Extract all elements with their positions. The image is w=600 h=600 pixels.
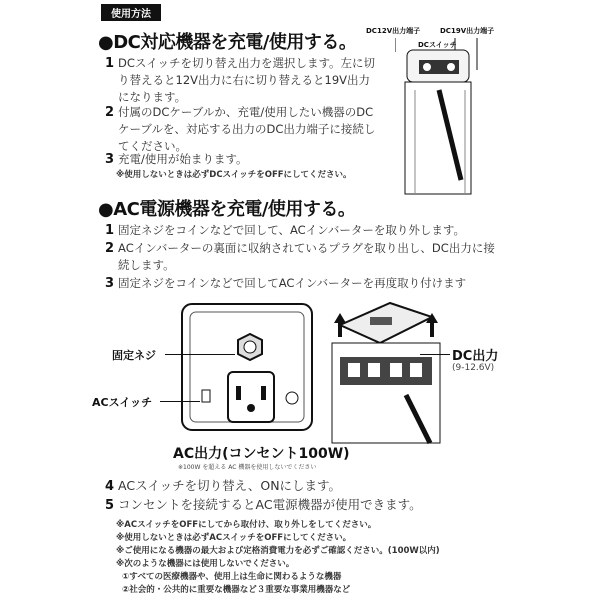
inverter-illustration: [178, 300, 318, 435]
ac-step-4: 4 ACスイッチを切り替え、ONにします。: [105, 478, 342, 494]
ac-output-note: ※100W を超える AC 機器を使用しないでください: [178, 464, 317, 471]
dc12-label: DC12V出力端子: [366, 27, 421, 35]
ac-note-3: ※ご使用になる機器の最大および定格消費電力を必ずご確認ください。(100W以内): [116, 546, 440, 556]
dc-step-2: 2 付属のDCケーブルか、充電/使用したい機器のDC ケーブルを、対応する出力のDC出力端子に接続し てください。: [105, 105, 376, 153]
ac-step-3: 3 固定ネジをコインなどで回してACインバーターを再度取り付けます: [105, 276, 467, 291]
dc-output-label: DC出力: [452, 349, 499, 364]
dc-step-1: 1 DCスイッチを切り替え出力を選択します。左に切 り替えると12V出力に右に切り替えると19V出力 になります。: [105, 56, 376, 104]
ac-switch-label: ACスイッチ: [92, 396, 153, 409]
dc19-label: DC19V出力端子: [440, 27, 495, 35]
ac-note-6: ②社会的・公共的に重要な機器など３重要な事業用機器など: [122, 585, 351, 595]
ac-note-4: ※次のような機器には使用しないでください。: [116, 559, 295, 569]
ac-device-illustration: [320, 295, 450, 450]
dc-device-illustration: [395, 30, 485, 195]
ac-note-1: ※ACスイッチをOFFにしてから取付け、取り外しをしてください。: [116, 520, 377, 530]
screw-label: 固定ネジ: [112, 349, 156, 362]
dc-switch-label: DCスイッチ: [418, 41, 457, 49]
ac-step-1: 1 固定ネジをコインなどで回して、ACインバーターを取り外します。: [105, 223, 465, 238]
ac-step-5: 5 コンセントを接続するとAC電源機器が使用できます。: [105, 497, 422, 513]
dc-heading: ●DC対応機器を充電/使用する。: [98, 32, 357, 53]
dc-note: ※使用しないときは必ずDCスイッチをOFFにしてください。: [116, 170, 352, 180]
ac-note-5: ①すべての医療機器や、使用上は生命に関わるような機器: [122, 572, 342, 582]
ac-heading: ●AC電源機器を充電/使用する。: [98, 199, 356, 220]
dc-step-3: 3 充電/使用が始まります。: [105, 152, 248, 167]
ac-step-2: 2 ACインバーターの裏面に収納されているプラグを取り出し、DC出力に接 続します。: [105, 241, 495, 272]
section-tag: 使用方法: [101, 4, 161, 21]
dc-output-range: (9-12.6V): [452, 363, 495, 373]
ac-output-label: AC出力(コンセント100W): [173, 446, 350, 462]
ac-note-2: ※使用しないときは必ずACスイッチをOFFにしてください。: [116, 533, 352, 543]
